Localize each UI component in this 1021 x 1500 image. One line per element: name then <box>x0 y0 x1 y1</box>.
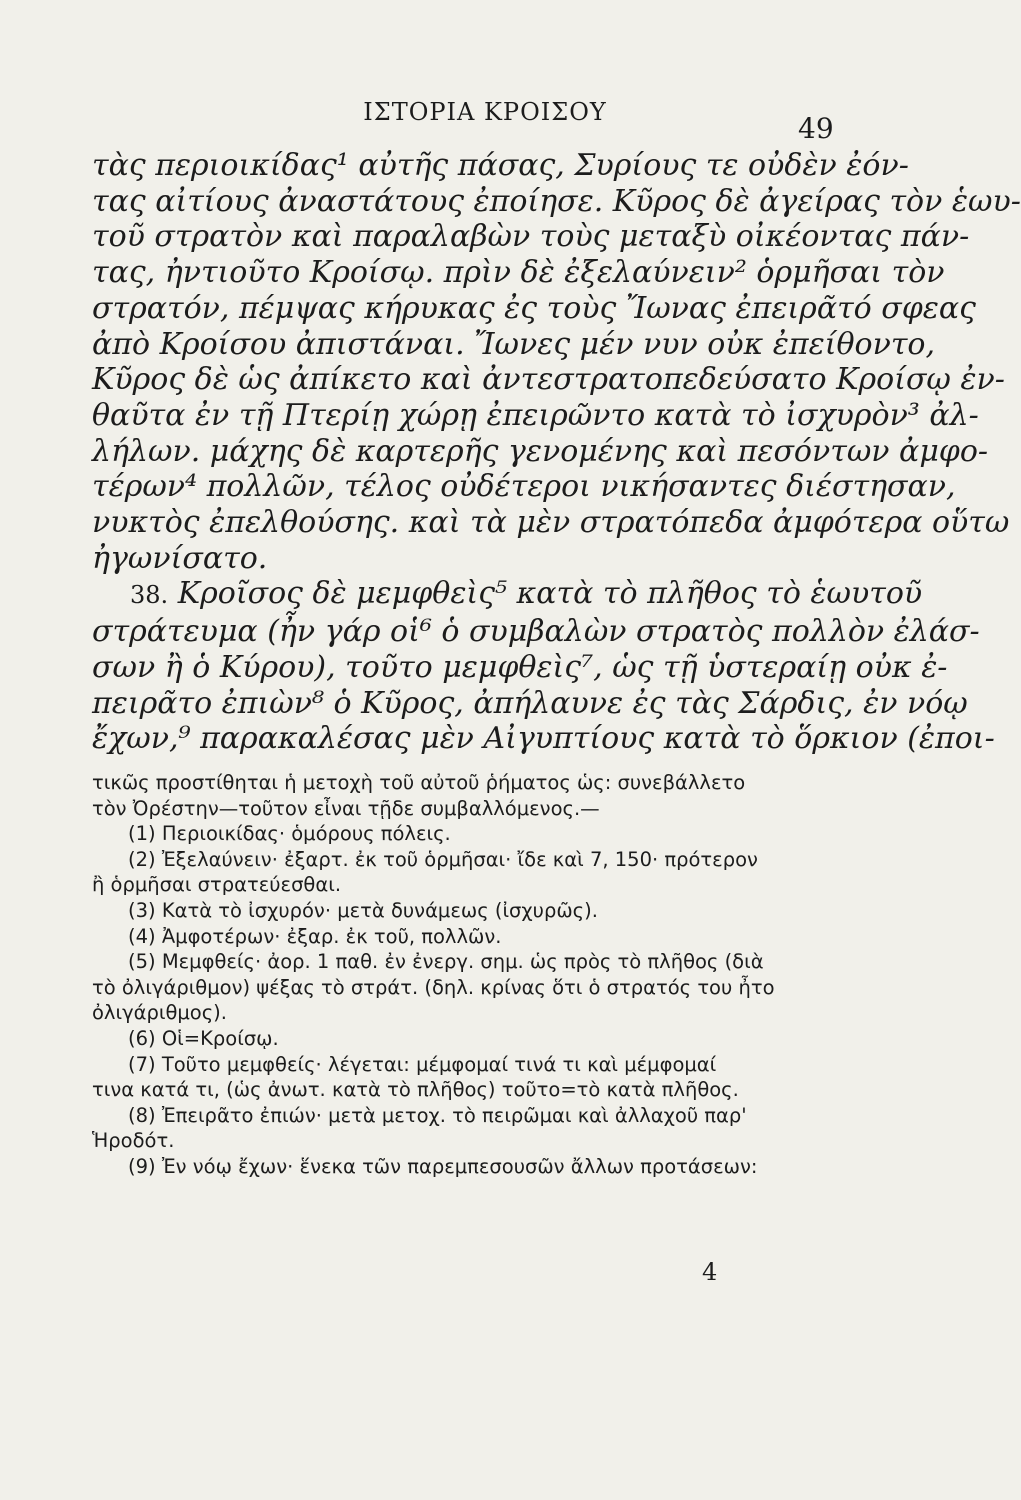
footnote-4: (4) Ἀμφοτέρων· ἐξαρ. ἐκ τοῦ, πολλῶν. <box>128 924 502 948</box>
footnote-5: (5) Μεμφθείς· ἀορ. 1 παθ. ἐν ἐνεργ. σημ. ὡς πρὸς τὸ πλῆθος (διὰ <box>128 950 764 974</box>
footnote-2: (2) Ἐξελαύνειν· ἐξαρτ. ἐκ τοῦ ὁρμῆσαι· ἴδε καὶ 7, 150· πρότερον <box>128 847 758 871</box>
footnote-7: (7) Τοῦτο μεμφθείς· λέγεται: μέμφομαί τινά τι καὶ μέμφομαί <box>128 1052 717 1076</box>
page-number: 49 <box>798 112 834 145</box>
footnote-line: τὸ ὀλιγάριθμον) ψέξας τὸ στράτ. (δηλ. κρίνας ὅτι ὁ στρατός του ἦτο <box>92 975 775 999</box>
text-line: τοῦ στρατὸν καὶ παραλαβὼν τοὺς μεταξὺ οἰκέοντας πάν- <box>92 219 970 255</box>
footnote-3: (3) Κατὰ τὸ ἰσχυρόν· μετὰ δυνάμεως (ἰσχυρῶς). <box>128 898 598 922</box>
text-line: Κροῖσος δὲ μεμφθεὶς⁵ κατὰ τὸ πλῆθος τὸ ἑωυτοῦ <box>177 576 923 612</box>
main-text <box>92 148 1021 757</box>
text-line: στράτευμα (ἦν γάρ οἱ⁶ ὁ συμβαλὼν στρατὸς πολλὸν ἐλάσ- <box>92 614 980 650</box>
footnote-line: τὸν Ὀρέστην—τοῦτον εἶναι τῇδε συμβαλλόμενος.— <box>92 796 600 820</box>
footnote-8: (8) Ἐπειρᾶτο ἐπιών· μετὰ μετοχ. τὸ πειρῶμαι καὶ ἀλλαχοῦ παρ' <box>128 1103 747 1127</box>
text-line: ἠγωνίσατο. <box>92 540 268 576</box>
text-line: τας αἰτίους ἀναστάτους ἐποίησε. Κῦρος δὲ ἀγείρας τὸν ἑωυ- <box>92 183 1021 219</box>
text-line: πειρᾶτο ἐπιὼν⁸ ὁ Κῦρος, ἀπήλαυνε ἐς τὰς Σάρδις, ἐν νόῳ <box>92 685 968 721</box>
text-line: Κῦρος δὲ ὡς ἀπίκετο καὶ ἀντεστρατοπεδεύσατο Κροίσῳ ἐν- <box>92 362 1005 398</box>
footnote-1: (1) Περιοικίδας· ὁμόρους πόλεις. <box>128 822 451 846</box>
footnote-line: ἢ ὁρμῆσαι στρατεύεσθαι. <box>92 873 342 897</box>
text-line: νυκτὸς ἐπελθούσης. καὶ τὰ μὲν στρατόπεδα ἀμφότερα οὕτω <box>92 505 1010 541</box>
footnote-line: τικῶς προστίθηται ἡ μετοχὴ τοῦ αὐτοῦ ῥήματος ὡς: συνεβάλλετο <box>92 771 746 794</box>
text-line: στρατόν, πέμψας κήρυκας ἐς τοὺς Ἴωνας ἐπειρᾶτό σφεας <box>92 290 976 326</box>
text-line: λήλων. μάχης δὲ καρτερῆς γενομένης καὶ πεσόντων ἀμφο- <box>92 433 989 469</box>
footnote-line: Ἡροδότ. <box>92 1129 175 1153</box>
text-line: τέρων⁴ πολλῶν, τέλος οὐδέτεροι νικήσαντες διέστησαν, <box>92 469 956 505</box>
running-title: ΙΣΤΟΡΙΑ ΚΡΟΙΣΟΥ <box>363 98 607 126</box>
footnote-line: ὀλιγάριθμος). <box>92 1001 227 1025</box>
footnotes <box>92 770 852 1180</box>
section-number: 38. <box>130 581 169 610</box>
footnote-6: (6) Οἱ=Κροίσῳ. <box>128 1026 279 1050</box>
signature-mark: 4 <box>702 1258 718 1286</box>
text-line: ἀπὸ Κροίσου ἀπιστάναι. Ἴωνες μέν νυν οὐκ ἐπείθοντο, <box>92 326 936 362</box>
text-line: ἔχων,⁹ παρακαλέσας μὲν Αἰγυπτίους κατὰ τὸ ὅρκιον (ἐποι- <box>92 721 995 757</box>
footnote-9: (9) Ἐν νόῳ ἔχων· ἕνεκα τῶν παρεμπεσουσῶν ἄλλων προτάσεων: <box>128 1154 758 1178</box>
text-line: σων ἢ ὁ Κύρου), τοῦτο μεμφθεὶς⁷, ὡς τῇ ὑστεραίῃ οὐκ ἐ- <box>92 649 948 685</box>
text-line: τας, ἠντιοῦτο Κροίσῳ. πρὶν δὲ ἐξελαύνειν² ὁρμῆσαι τὸν <box>92 255 945 291</box>
footnote-line: τινα κατά τι, (ὡς ἀνωτ. κατὰ τὸ πλῆθος) τοῦτο=τὸ κατὰ πλῆθος. <box>92 1078 739 1102</box>
text-line: τὰς περιοικίδας¹ αὐτῆς πάσας, Συρίους τε οὐδὲν ἐόν- <box>92 148 909 183</box>
text-line: θαῦτα ἐν τῇ Πτερίῃ χώρῃ ἐπειρῶντο κατὰ τὸ ἰσχυρὸν³ ἀλ- <box>92 397 979 433</box>
section-38-first-line <box>92 576 923 614</box>
